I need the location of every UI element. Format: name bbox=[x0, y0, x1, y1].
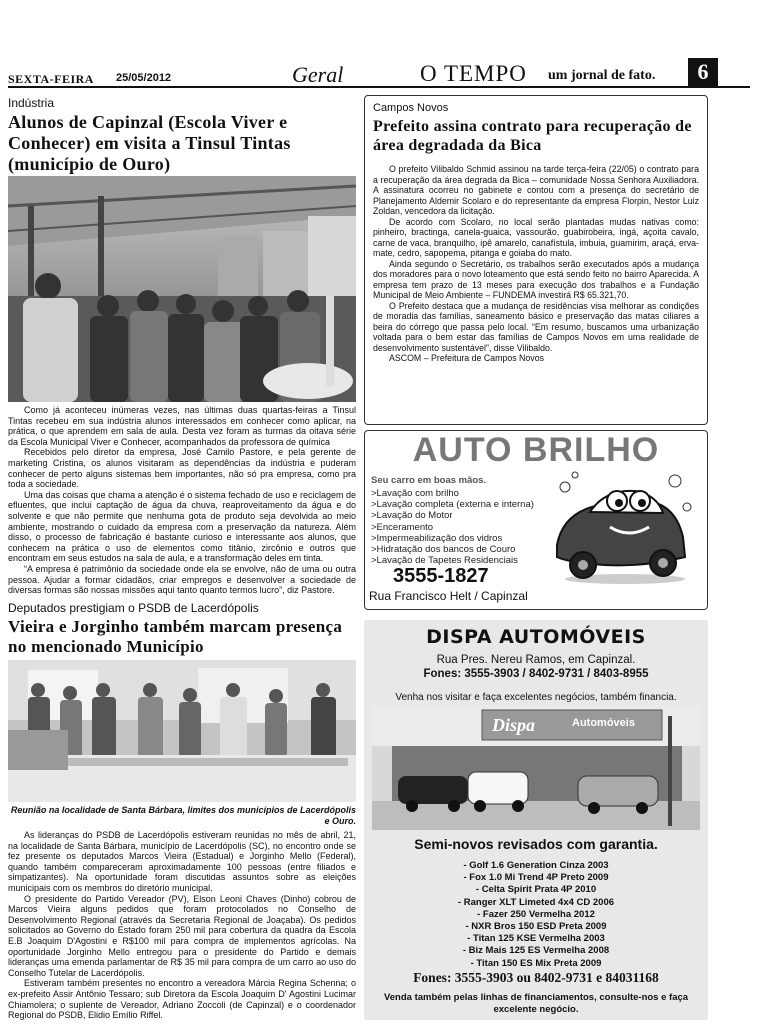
list-item: - Golf 1.6 Generation Cinza 2003 bbox=[463, 860, 609, 871]
list-item: - NXR Bros 150 ESD Preta 2009 bbox=[465, 921, 607, 933]
ad-dispa-automoveis bbox=[364, 620, 708, 1020]
article-headline: Vieira e Jorginho também marcam presença no mencionado Município bbox=[8, 617, 343, 656]
photo-psdb-meeting bbox=[8, 660, 356, 802]
article-headline: Prefeito assina contrato para recuperação de área degradada da Bica bbox=[373, 118, 692, 154]
article-kicker: Campos Novos bbox=[373, 102, 449, 114]
masthead-slogan: um jornal de fato. bbox=[548, 68, 656, 83]
ad-phone: 3555-1827 bbox=[393, 565, 489, 587]
article-paragraph: Uma das coisas que chama a atenção é o sistema fechado de uso e reciclagem de efluentes, que inclui captação de água da chuva, reaproveitamento da água e do solvente e que não permite que nenhuma gota de produto seja devolvida ao meio ambiente, mostrando o cuidado da empresa com a preservação da natureza. Além disso, o processo de fabricação é bastante curioso e interessante aos alunos, que conhecem na prática o uso de elementos como titânio, zircônio e outros que encontram em seus estudos na sala de aula, e a transformação deles em tinta. bbox=[8, 489, 356, 564]
ad-address: Rua Francisco Helt / Capinzal bbox=[369, 589, 528, 603]
article-paragraph: Como já aconteceu inúmeras vezes, nas últimas duas quartas-feiras a Tinsul Tintas recebeu em sua indústria alunos interessados em conhecer como aplicar, na prática, o que aprendem em sala de aula. Desta vez foram as turmas da oitava série da Escola Municipal Viver e Conhecer, acompanhados da professora de química bbox=[8, 405, 356, 447]
ad-phones-bottom: Fones: 3555-3903 ou 8402-9731 e 84031168 bbox=[413, 970, 659, 985]
list-item: - Titan 125 KSE Vermelha 2003 bbox=[467, 933, 605, 945]
photo-students-factory bbox=[8, 176, 356, 402]
article-tinsul-body bbox=[8, 405, 356, 596]
list-item: - Ranger XLT Limeted 4x4 CD 2006 bbox=[457, 896, 615, 908]
photo-dispa-storefront bbox=[372, 706, 700, 830]
masthead-paper-name: O TEMPO bbox=[420, 61, 527, 86]
article-tinsul bbox=[8, 96, 356, 175]
article-kicker: Indústria bbox=[8, 96, 55, 110]
ad-service-item: >Hidratação dos bancos de Couro bbox=[371, 544, 516, 556]
article-paragraph: O presidente do Partido Vereador (PV), Elson Leoni Chaves (Dinho) cobrou de Marcos Vieira alguns pedidos que foram protocolados no Conselho de Desenvolvimento Regional (através da Secretaria Regional de Joaçaba). Os pedidos solicitados ao Governo do Estado foram 250 mil para cobertura da quadra da Escola E.B Joaquim D'Agostini e R$100 mil para compra de implementos agrícolas. Na oportunidade Jorginho Mello entregou para o presidente do Partido e demais lideranças uma emenda parlamentar de R$ 35 mil para compra de um carro ao uso do Conselho Tutelar de Lacerdópolis. bbox=[8, 893, 356, 978]
photo-caption: Reunião na localidade de Santa Bárbara, limites dos municípios de Lacerdópolis e Ouro. bbox=[10, 805, 356, 826]
article-campos-novos-body bbox=[373, 164, 699, 364]
list-item: - Fazer 250 Vermelha 2012 bbox=[477, 908, 595, 920]
list-item: - Biz Mais 125 ES Vermelha 2008 bbox=[462, 945, 610, 957]
article-psdb bbox=[8, 601, 356, 657]
article-paragraph: Recebidos pelo diretor da empresa, José Camilo Pastore, e pela gerente de marketing Cristina, os alunos visitaram as dependências da indústria e puderam conhecer de perto alguns sistemas bem importantes, não só pra empresa, como pra toda a sociedade. bbox=[8, 447, 356, 490]
article-paragraph: As lideranças do PSDB de Lacerdópolis estiveram reunidas no mês de abril, 21, na localidade de Santa Bárbara, município de Lacerdópolis (SC), no encontro onde se fez presente os deputados Marcos Vieira (Estadual) e Jorginho Mello (Federal), quando também compareceram aproximadamente 100 pessoas (entre filiados e simpatizantes). Na oportunidade foram discutidas assuntos sobre as eleições municipais com os membros do diretório municipal. bbox=[8, 830, 356, 893]
storefront-sign-label: Automóveis bbox=[572, 717, 635, 729]
ad-service-item: >Lavação completa (externa e interna) bbox=[371, 499, 534, 511]
ad-service-item: >Impermeabilização dos vidros bbox=[371, 532, 503, 544]
ad-auto-brilho bbox=[364, 430, 708, 610]
masthead bbox=[8, 58, 750, 88]
masthead-day: SEXTA-FEIRA bbox=[8, 72, 94, 86]
ad-service-item: >Enceramento bbox=[371, 521, 434, 533]
ad-address: Rua Pres. Nereu Ramos, em Capinzal. bbox=[436, 654, 636, 666]
ad-invite: Venha nos visitar e faça excelentes negócios, também financia. bbox=[395, 692, 677, 703]
ad-service-item: >Lavação com brilho bbox=[371, 488, 459, 499]
article-paragraph: Estiveram também presentes no encontro a vereadora Márcia Regina Schenna; o ex-prefeito Assir Antônio Tessaro; sub Diretora da Escola Joaquim D' Agostini Lucimar Chiamolera; o suplente de Vereador, Adriano Zoccoli (de Capinzal) e o coordenador Regional do PSDB, Elidio Emílio Riffel. bbox=[8, 978, 356, 1021]
ad-footer: Venda também pelas linhas de financiamentos, consulte-nos e faça excelente negócio. bbox=[383, 992, 689, 1015]
article-paragraph: De acordo com Scolaro, no local serão plantadas mudas nativas como: pinheiro, bractinga, canela-guaica, vassourão, guabirobeira, ingá, açoita cavalo, carne de vaca, branquilho, ipê amarelo, canafístula, imbuia, guamirim, araçá, erva-mate, cedro, sapopema, pitanga e goiaba do mato. bbox=[373, 216, 699, 258]
article-campos-novos bbox=[364, 95, 708, 425]
article-paragraph: O Prefeito destaca que a mudança de residências visa melhorar as condições de moradia das famílias, saneamento básico e preservação das matas ciliares a beira do córrego que passa pelo local. “Em resumo, buscamos uma urbanização voltada para o bem estar das famílias de Campos Novos em uma realidade de desenvolvimento sustentável”, disse Vilibaldo. bbox=[373, 300, 699, 353]
storefront-sign-brand: Dispa bbox=[492, 715, 536, 735]
ad-service-item: >Lavação de Tapetes Residenciais bbox=[371, 555, 518, 567]
ad-services bbox=[371, 475, 551, 566]
article-paragraph: O prefeito Vilibaldo Schmid assinou na tarde terça-feira (22/05) o contrato para a recuperação da área degrada da Bica – comunidade Nossa Senhora Auxiliadora. A assinatura ocorreu no gabinete e contou com a presença do secretário de Planejamento Aldemir Scolaro e do representante da empresa Florpin, Nestor Luiz Zoldan, vencedora da licitação. bbox=[373, 164, 699, 216]
article-paragraph: “A empresa é patrimônio da sociedade onde ela se envolve, não de uma ou outra pessoa. Ajudar a formar cidadãos, criar empregos e desenvolver a sociedade de diversas formas são nossas missões aqui tanto quanto termos lucro”, diz Pastore. bbox=[8, 563, 356, 596]
ad-title: AUTO BRILHO bbox=[412, 431, 660, 469]
car-list bbox=[364, 860, 708, 970]
ad-phones: Fones: 3555-3903 / 8402-9731 / 8403-8955 bbox=[423, 668, 649, 680]
article-kicker: Deputados prestigiam o PSDB de Lacerdópolis bbox=[8, 601, 259, 615]
page-number: 6 bbox=[688, 58, 718, 86]
ad-tagline: Seu carro em boas mãos. bbox=[371, 475, 487, 486]
article-signature: ASCOM – Prefeitura de Campos Novos bbox=[389, 353, 544, 363]
cartoon-car-icon bbox=[545, 467, 695, 587]
article-paragraph: Ainda segundo o Secretário, os trabalhos serão executados após a mudança dos moradores para o novo loteamento que está sendo feito no bairro Aparecida. A empresa tem prazo de 13 meses para execução dos trabalhos e a Fundação Municipal de Meio Ambiente – FUNDEMA investirá R$ 65.321,70. bbox=[373, 258, 699, 300]
ad-slogan: Semi-novos revisados com garantia. bbox=[414, 836, 658, 852]
masthead-section: Geral bbox=[292, 62, 344, 87]
list-item: - Titan 150 ES Mix Preta 2009 bbox=[470, 957, 602, 969]
list-item: - Celta Spirit Prata 4P 2010 bbox=[475, 884, 597, 896]
list-item: - Fox 1.0 Mi Trend 4P Preto 2009 bbox=[463, 872, 609, 884]
ad-service-item: >Lavação do Motor bbox=[371, 510, 453, 522]
article-psdb-body bbox=[8, 830, 356, 1021]
article-headline: Alunos de Capinzal (Escola Viver e Conhecer) em visita a Tinsul Tintas (município de Ouro) bbox=[8, 112, 291, 174]
ad-title: DISPA AUTOMÓVEIS bbox=[426, 626, 646, 648]
masthead-date: 25/05/2012 bbox=[116, 72, 172, 84]
